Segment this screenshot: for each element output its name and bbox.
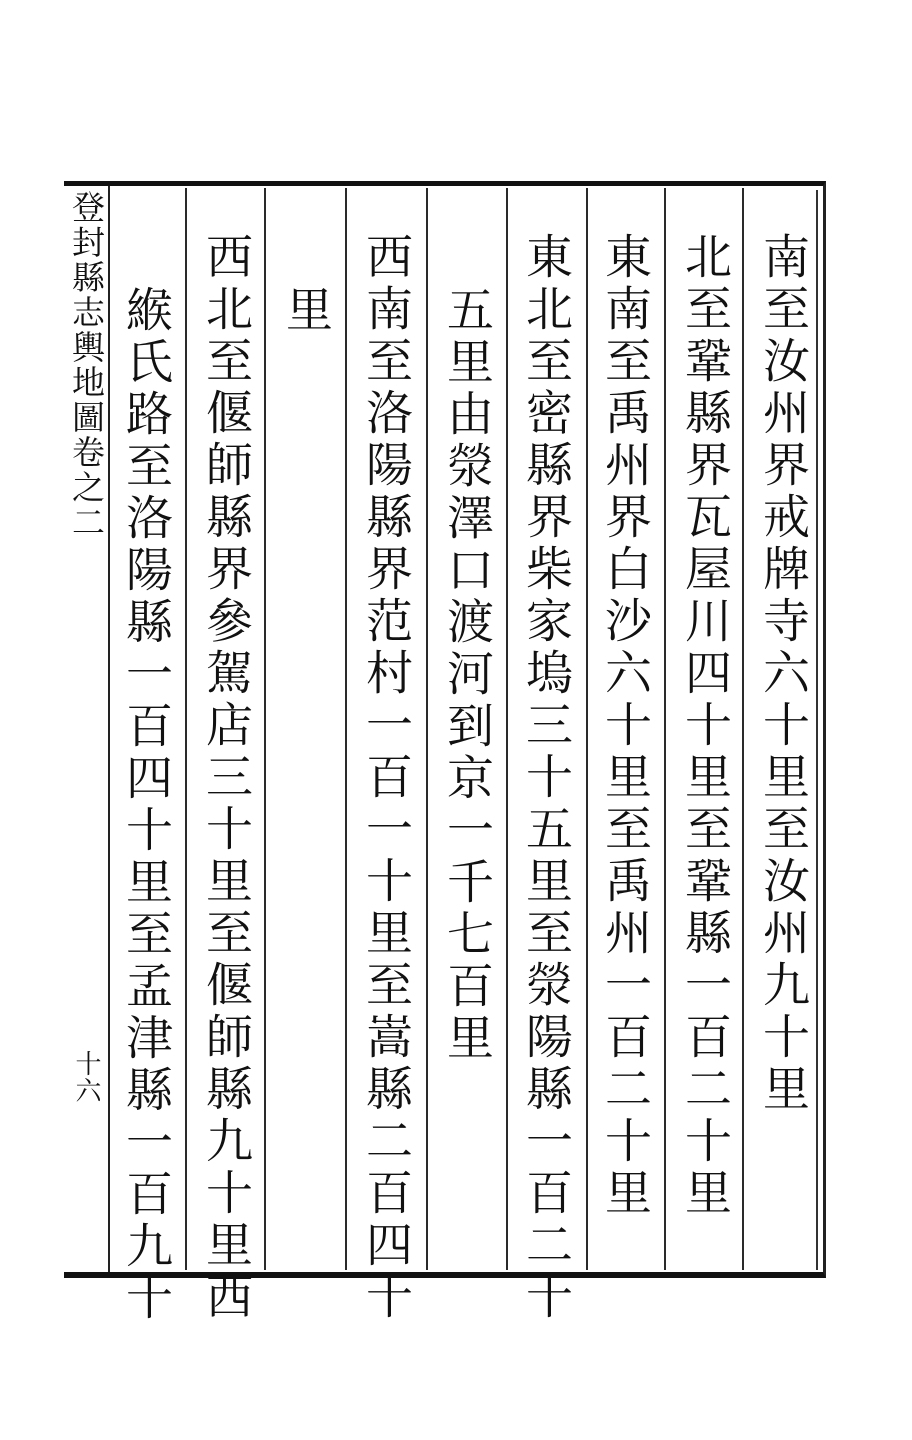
column-text: 緱氏路至洛陽縣一百四十里至孟津縣一百九十 <box>118 285 173 1325</box>
column-divider <box>345 188 347 1270</box>
margin-title-text: 登封縣志輿地圖卷之二 <box>67 190 106 540</box>
column-divider <box>664 188 666 1270</box>
text-column-5 <box>436 285 496 1065</box>
column-divider <box>185 188 187 1270</box>
column-text: 西北至偃師縣界參駕店三十里至偃師縣九十里西 <box>198 232 253 1324</box>
column-text: 五里由滎澤口渡河到京一千七百里 <box>439 285 494 1065</box>
column-text: 東北至密縣界柴家塢三十五里至滎陽縣一百二十 <box>518 232 573 1324</box>
text-column-3 <box>594 232 654 1220</box>
margin-title <box>66 190 106 544</box>
column-divider <box>586 188 588 1270</box>
text-column-7 <box>275 285 335 337</box>
text-column-2 <box>674 232 734 1220</box>
column-text: 南至汝州界戒牌寺六十里至汝州九十里 <box>755 232 810 1116</box>
page-number-text: 十六 <box>71 1050 101 1104</box>
column-divider <box>742 188 744 1270</box>
text-column-6 <box>355 232 415 1324</box>
column-divider <box>426 188 428 1270</box>
column-divider <box>264 188 266 1270</box>
page-number <box>68 1050 104 1108</box>
frame-inner-rule <box>816 190 818 1270</box>
text-column-8 <box>195 232 255 1324</box>
text-column-4 <box>515 232 575 1324</box>
text-column-1 <box>752 232 812 1116</box>
column-text: 西南至洛陽縣界范村一百一十里至嵩縣二百四十 <box>358 232 413 1324</box>
text-column-9 <box>115 285 175 1325</box>
column-text: 東南至禹州界白沙六十里至禹州一百二十里 <box>597 232 652 1220</box>
column-text: 北至鞏縣界瓦屋川四十里至鞏縣一百二十里 <box>677 232 732 1220</box>
column-divider <box>506 188 508 1270</box>
column-text: 里 <box>278 285 333 337</box>
